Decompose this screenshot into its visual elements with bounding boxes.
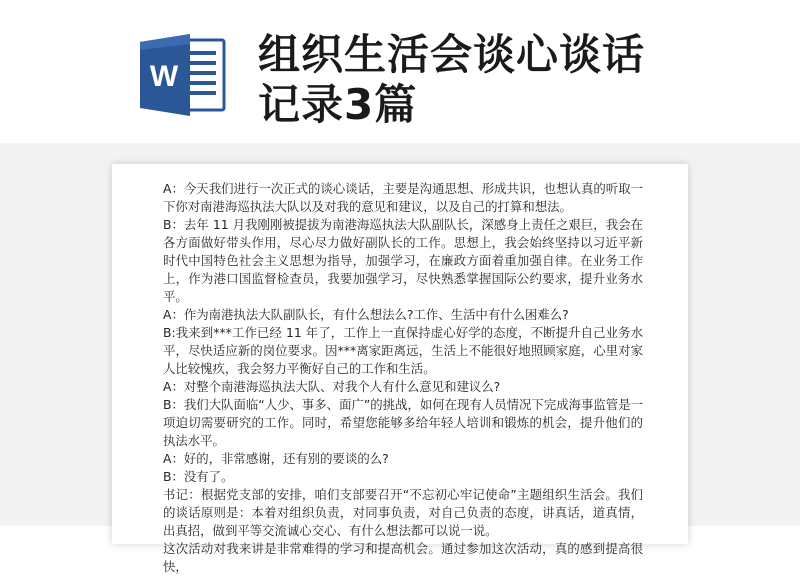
paragraph: B：去年 11 月我刚刚被提拔为南港海巡执法大队副队长，深感身上责任之艰巨，我会在各方面做好带头作用，尽心尽力做好副队长的工作。思想上，我会始终坚持以习近平新时代中国特色社会主义思想为指导，加强学习，在廉政方面着重加强自律。在业务工作上，作为港口国监督检查员，我要加强学习，尽快熟悉掌握国际公约要求，提升业务水平。: [163, 217, 643, 304]
paragraph: B：没有了。: [163, 469, 234, 484]
paragraph: 书记：根据党支部的安排，咱们支部要召开“不忘初心牢记使命”主题组织生活会。我们的谈话原则是：本着对组织负责，对同事负责，对自己负责的态度，讲真话，道真情，出真招，做到平等交流诚心交心、有什么想法都可以说一说。: [163, 487, 643, 538]
paragraph: A：今天我们进行一次正式的谈心谈话，主要是沟通思想、形成共识，也想认真的听取一下你对南港海巡执法大队以及对我的意见和建议，以及自己的打算和想法。: [163, 181, 643, 214]
paragraph: B：我们大队面临“人少、事多、面广”的挑战，如何在现有人员情况下完成海事监管是一项迫切需要研究的工作。同时，希望您能够多给年轻人培训和锻炼的机会，提升他们的执法水平。: [163, 397, 643, 448]
paragraph: A：好的，非常感谢，还有别的要谈的么?: [163, 451, 389, 466]
paragraph: A：作为南港执法大队副队长，有什么想法么?工作、生活中有什么困难么?: [163, 307, 569, 322]
document-title: [258, 30, 758, 130]
word-document-icon: [138, 32, 230, 118]
paragraph: 这次活动对我来讲是非常难得的学习和提高机会。通过参加这次活动，真的感到提高很快，: [163, 541, 643, 574]
document-body: [163, 180, 643, 576]
title-line-1: 组织生活会谈心谈话: [258, 30, 646, 79]
svg-text:W: W: [149, 60, 179, 93]
title-line-2: 记录3篇: [258, 80, 418, 129]
paragraph: B:我来到***工作已经 11 年了，工作上一直保持虚心好学的态度，不断提升自己业务水平，尽快适应新的岗位要求。因***离家距离远，生活上不能很好地照顾家庭，心里对家人比较愧疚，我会努力平衡好自己的工作和生活。: [163, 325, 643, 376]
paragraph: A：对整个南港海巡执法大队、对我个人有什么意见和建议么?: [163, 379, 501, 394]
